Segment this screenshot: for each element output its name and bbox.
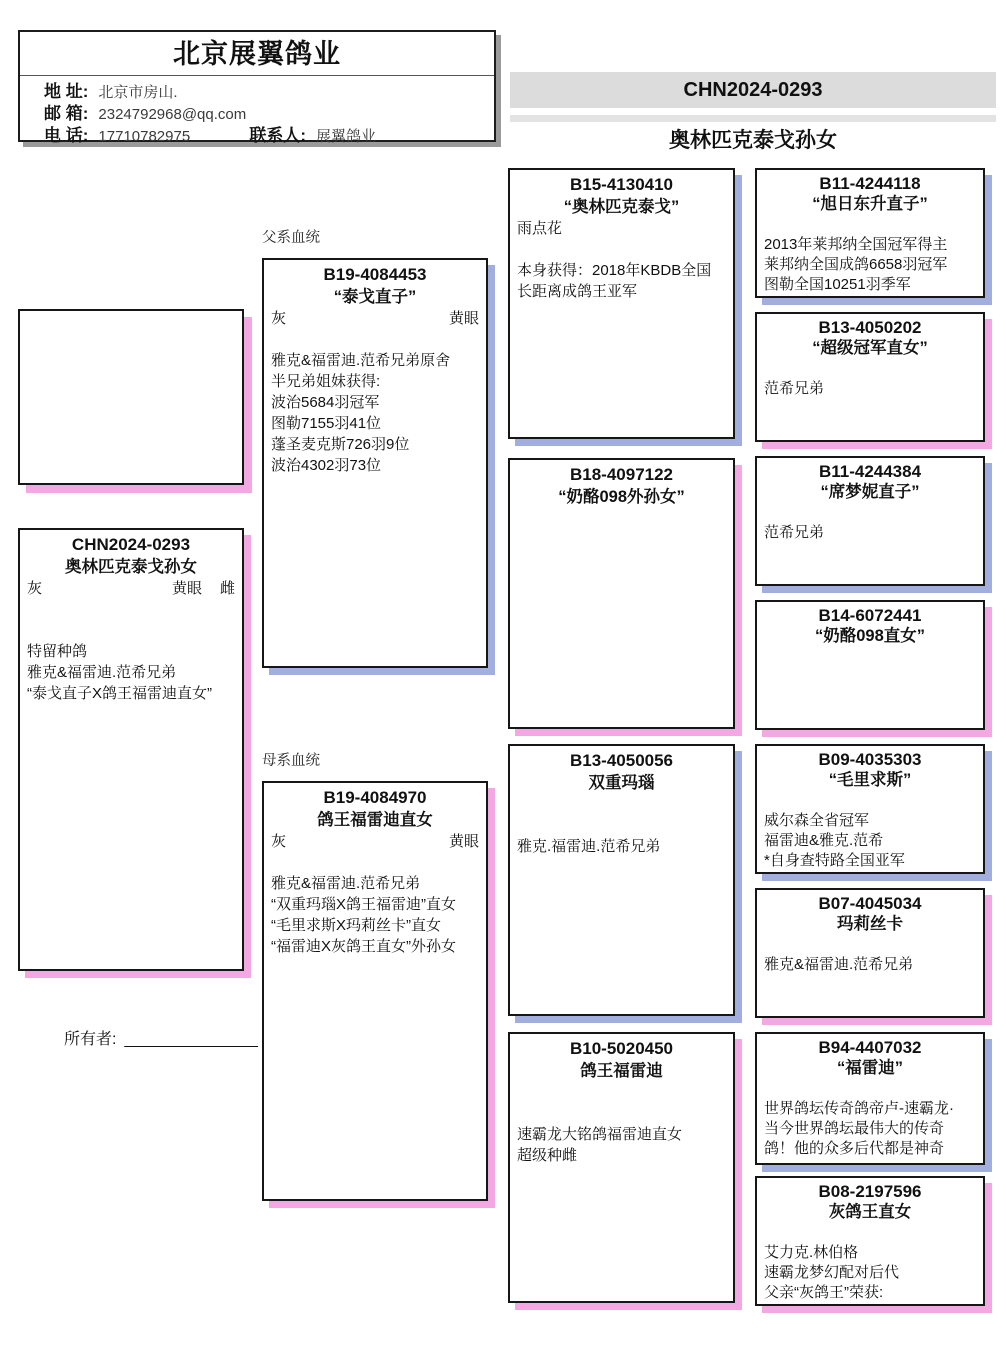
text-line: 雨点花 xyxy=(517,220,563,237)
pedigree-title: 奥林匹克泰戈孙女 xyxy=(669,129,837,152)
eye-label: 黄眼 xyxy=(171,580,202,597)
ring-number: B19-4084453 xyxy=(323,265,427,284)
ring-number: B13-4050056 xyxy=(569,751,674,770)
pigeon-name: “超级冠军直女” xyxy=(812,339,928,357)
text-line xyxy=(517,794,726,815)
pigeon-name: “旭日东升直子” xyxy=(812,195,928,213)
description-lines xyxy=(764,503,976,543)
granddam-maternal-box xyxy=(508,1032,735,1303)
pigeon-name: “奶酪098直女” xyxy=(814,627,926,645)
owner-row xyxy=(64,1026,258,1049)
owner-label: 所有者: xyxy=(64,1031,117,1048)
email-value: 2324792968@qq.com xyxy=(98,106,247,123)
sire-line-label: 父系血统 xyxy=(262,230,320,246)
description-lines xyxy=(764,215,976,295)
pigeon-name: “奶酪098外孙女” xyxy=(558,488,685,506)
great-grandparent-box-8 xyxy=(755,1176,985,1306)
phone-label: 电 话: xyxy=(44,126,89,145)
email-label: 邮 箱: xyxy=(44,104,89,123)
pigeon-name: “毛里求斯” xyxy=(828,771,912,789)
color-label: 灰 xyxy=(271,310,287,327)
text-line xyxy=(764,1079,976,1099)
text-line: 雅克.福雷迪.范希兄弟 xyxy=(517,838,661,855)
address-value: 北京市房山. xyxy=(98,84,178,101)
text-line xyxy=(517,815,726,836)
text-line: 图勒全国10251羽季军 xyxy=(764,276,911,293)
ring-number: B15-4130410 xyxy=(569,175,674,194)
text-line: 半兄弟姐妹获得: xyxy=(271,373,381,390)
text-line xyxy=(764,1223,976,1243)
description-lines xyxy=(27,599,235,704)
pigeon-name: “席梦妮直子” xyxy=(820,483,920,501)
description-lines xyxy=(517,1082,726,1166)
ring-number: B08-2197596 xyxy=(818,1182,922,1201)
text-line: 范希兄弟 xyxy=(764,380,825,397)
text-line: 当今世界鸽坛最伟大的传奇 xyxy=(764,1120,945,1137)
great-grandparent-box-5 xyxy=(755,744,985,874)
description-lines xyxy=(271,329,479,476)
text-line xyxy=(271,852,479,873)
subject-box xyxy=(18,528,244,971)
empty-pedigree-box xyxy=(18,309,244,485)
contact-value: 展翼鸽业 xyxy=(316,128,377,145)
description-lines xyxy=(764,359,976,399)
text-line: 鸽！他的众多后代都是神奇 xyxy=(764,1140,945,1157)
description-lines xyxy=(764,935,976,975)
description-lines xyxy=(764,1079,976,1159)
ring-number-banner: CHN2024-0293 xyxy=(510,72,996,108)
text-line: 范希兄弟 xyxy=(764,524,825,541)
text-line: 莱邦纳全国成鸽6658羽冠军 xyxy=(764,256,948,273)
text-line xyxy=(764,215,976,235)
text-line: 超级种雌 xyxy=(517,1147,578,1164)
text-line: 雅克&福雷迪.范希兄弟 xyxy=(271,875,421,892)
ring-number: B14-6072441 xyxy=(818,606,922,625)
pigeon-name: 鸽王福雷迪直女 xyxy=(317,811,433,829)
dam-line-label: 母系血统 xyxy=(262,753,320,769)
text-line xyxy=(271,329,479,350)
text-line: 艾力克.林伯格 xyxy=(764,1244,859,1261)
grandsire-paternal-box xyxy=(508,168,735,439)
pigeon-name: “福雷迪” xyxy=(837,1059,903,1077)
text-line xyxy=(764,359,976,379)
loft-email-row xyxy=(44,103,484,125)
loft-address-row xyxy=(44,81,484,103)
loft-name: 北京展翼鸽业 xyxy=(20,32,494,76)
text-line: 雅克&福雷迪.范希兄弟原舍 xyxy=(271,352,451,369)
text-line: 世界鸽坛传奇鸽帝卢-速霸龙· xyxy=(764,1100,954,1117)
ring-number: B13-4050202 xyxy=(818,318,922,337)
text-line: 长距离成鸽王亚军 xyxy=(517,283,638,300)
text-line: 速霸龙梦幻配对后代 xyxy=(764,1264,900,1281)
sire-box xyxy=(262,258,488,668)
description-lines xyxy=(764,1223,976,1303)
text-line: 父亲“灰鸽王”荣获: xyxy=(764,1284,884,1301)
text-line xyxy=(764,791,976,811)
traits-row xyxy=(271,308,479,329)
text-line: *自身查特路全国亚军 xyxy=(764,852,905,869)
text-line: 波治4302羽73位 xyxy=(271,457,382,474)
loft-header-card xyxy=(18,30,496,145)
text-line: “泰戈直子X鸽王福雷迪直女” xyxy=(27,685,212,702)
dam-box xyxy=(262,781,488,1201)
great-grandparent-box-2 xyxy=(755,312,985,442)
pigeon-name: 玛莉丝卡 xyxy=(837,915,903,933)
text-line: “毛里求斯X玛莉丝卡”直女 xyxy=(271,917,441,934)
owner-blank-line: _______________ xyxy=(124,1031,258,1048)
ring-number: B11-4244118 xyxy=(819,174,921,193)
text-line: 威尔森全省冠军 xyxy=(764,812,870,829)
pigeon-name: 鸽王福雷迪 xyxy=(580,1062,663,1080)
text-line: 雅克&福雷迪.范希兄弟 xyxy=(764,956,914,973)
text-line xyxy=(27,620,235,641)
text-line: 本身获得：2018年KBDB全国 xyxy=(517,262,712,279)
eye-label: 黄眼 xyxy=(448,310,479,327)
text-line: 特留种鸽 xyxy=(27,643,88,660)
sex-label: 雌 xyxy=(219,580,235,597)
ring-number: CHN2024-0293 xyxy=(71,535,191,554)
text-line xyxy=(764,935,976,955)
ring-number: B10-5020450 xyxy=(569,1039,674,1058)
ring-number: B19-4084970 xyxy=(323,788,427,807)
description-lines xyxy=(517,218,726,302)
pigeon-name: “泰戈直子” xyxy=(333,288,417,306)
grandsire-maternal-box xyxy=(508,744,735,1016)
text-line xyxy=(764,503,976,523)
great-grandparent-box-6 xyxy=(755,888,985,1018)
great-grandparent-box-4 xyxy=(755,600,985,730)
text-line xyxy=(27,599,235,620)
great-grandparent-box-7 xyxy=(755,1032,985,1165)
contact-label: 联系人: xyxy=(249,126,306,145)
pigeon-name: 双重玛瑙 xyxy=(588,774,655,792)
description-lines xyxy=(517,794,726,857)
text-line: 蓬圣麦克斯726羽9位 xyxy=(271,436,410,453)
granddam-paternal-box xyxy=(508,458,735,729)
text-line: “福雷迪X灰鸽王直女”外孙女 xyxy=(271,938,456,955)
ring-number: B94-4407032 xyxy=(818,1038,922,1057)
pigeon-name: 灰鸽王直女 xyxy=(828,1203,912,1221)
phone-value: 17710782975 xyxy=(98,128,191,145)
text-line: 速霸龙大铭鸽福雷迪直女 xyxy=(517,1126,683,1143)
text-line: 福雷迪&雅克.范希 xyxy=(764,832,884,849)
text-line: 雅克&福雷迪.范希兄弟 xyxy=(27,664,177,681)
color-label: 灰 xyxy=(271,833,287,850)
loft-info xyxy=(20,76,494,147)
ring-number: B18-4097122 xyxy=(569,465,674,484)
text-line xyxy=(517,1103,726,1124)
text-line: 图勒7155羽41位 xyxy=(271,415,382,432)
pigeon-name: “奥林匹克泰戈” xyxy=(563,198,680,216)
ring-number: B11-4244384 xyxy=(818,462,922,481)
text-line xyxy=(517,1082,726,1103)
text-line: 波治5684羽冠军 xyxy=(271,394,380,411)
great-grandparent-box-3 xyxy=(755,456,985,586)
pigeon-name: 奥林匹克泰戈孙女 xyxy=(65,558,197,576)
text-line: “双重玛瑙X鸽王福雷迪”直女 xyxy=(271,896,456,913)
address-label: 地 址: xyxy=(44,82,89,101)
banner-strip xyxy=(510,115,996,122)
ring-number: B07-4045034 xyxy=(818,894,922,913)
great-grandparent-box-1 xyxy=(755,168,985,298)
ring-number: B09-4035303 xyxy=(818,750,922,769)
text-line: 2013年莱邦纳全国冠军得主 xyxy=(764,236,948,253)
description-lines xyxy=(764,791,976,871)
traits-row xyxy=(27,578,235,599)
traits-row xyxy=(271,831,479,852)
text-line xyxy=(517,239,726,260)
color-label: 灰 xyxy=(27,580,43,597)
loft-phone-row xyxy=(44,125,484,147)
eye-label: 黄眼 xyxy=(448,833,479,850)
description-lines xyxy=(271,852,479,957)
